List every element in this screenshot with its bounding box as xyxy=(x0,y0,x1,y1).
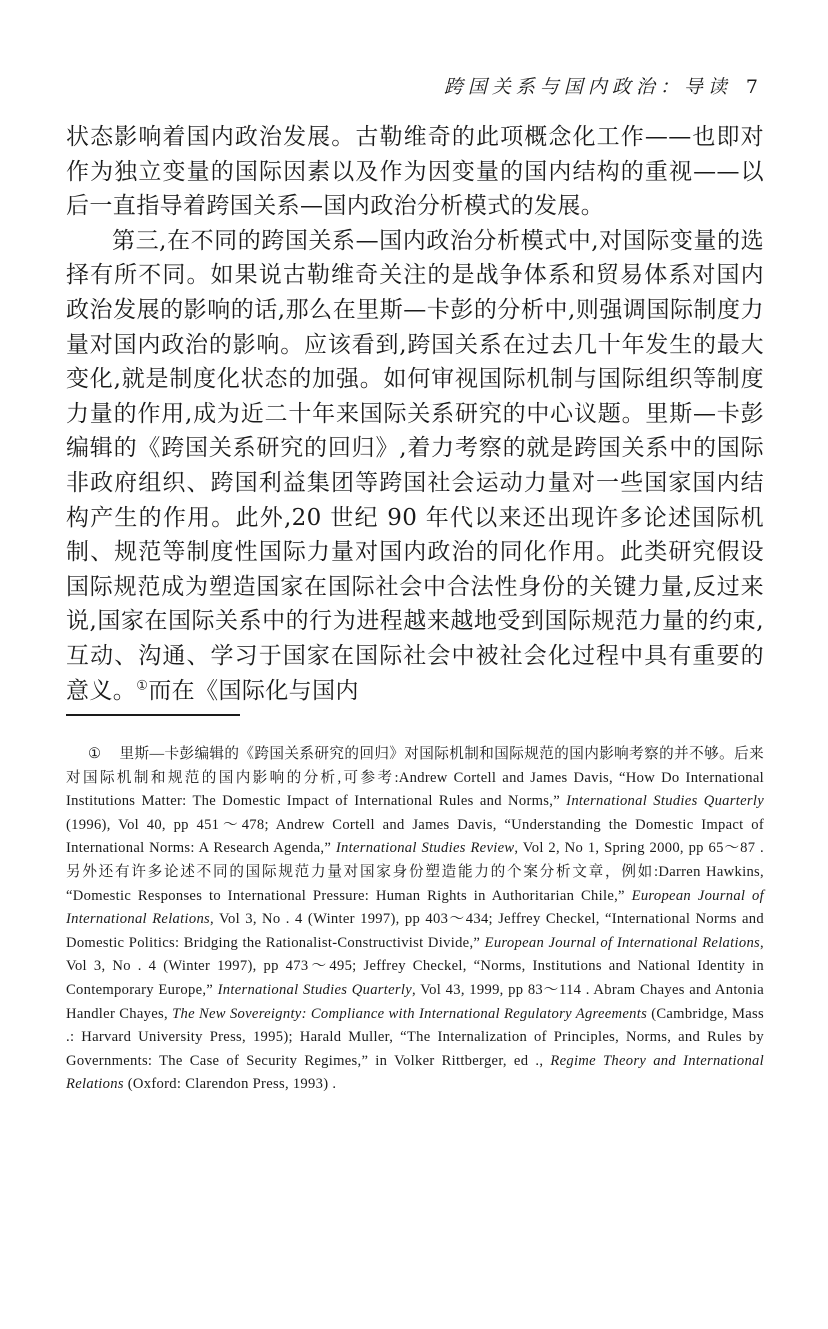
paragraph-2 xyxy=(66,224,764,708)
running-title: 跨国关系与国内政治：导读 xyxy=(443,76,732,98)
journal-title-4: European Journal of International Relations xyxy=(484,934,761,951)
footnote-text-5: , Vol 3, No . 4 (Winter 1997), pp 473～495; Jeffrey Checkel, “Norms, Institutions and National Identity in Contemporary Europe,” xyxy=(66,934,764,998)
footnote-text-8: (Oxford: Clarendon Press, 1993) . xyxy=(123,1076,337,1093)
footnote-divider xyxy=(66,714,240,716)
footnote-marker: ① xyxy=(88,746,102,762)
paragraph-2-text: 第三,在不同的跨国关系—国内政治分析模式中,对国际变量的选择有所不同。如果说古勒维奇关注的是战争体系和贸易体系对国内政治发展的影响的话,那么在里斯—卡彭的分析中,则强调国际制度力量对国内政治的影响。应该看到,跨国关系在过去几十年发生的最大变化,就是制度化状态的加强。如何审视国际机制与国际组织等制度力量的作用,成为近二十年来国际关系研究的中心议题。里斯—卡彭编辑的《跨国关系研究的回归》,着力考察的就是跨国关系中的国际非政府组织、跨国利益集团等跨国社会运动力量对一些国家国内结构产生的作用。此外,20 世纪 90 年代以来还出现许多论述国际机制、规范等制度性国际力量对国内政治的同化作用。此类研究假设国际规范成为塑造国家在国际社会中合法性身份的关键力量,反过来说,国家在国际关系中的行为进程越来越地受到国际规范力量的约束,互动、沟通、学习于国家在国际社会中被社会化过程中具有重要的意义。 xyxy=(66,227,764,704)
main-text xyxy=(66,120,764,708)
footnote xyxy=(66,743,764,1097)
journal-title-5: International Studies Quarterly xyxy=(217,981,413,998)
paragraph-1: 状态影响着国内政治发展。古勒维奇的此项概念化工作——也即对作为独立变量的国际因素以及作为因变量的国内结构的重视——以后一直指导着跨国关系—国内政治分析模式的发展。 xyxy=(66,124,764,220)
footnote-text-2: (1996), Vol 40, pp 451～478; Andrew Cortell and James Davis, “Understanding the Domestic Impact of International Norms: A Research Agenda,” xyxy=(66,816,764,857)
footnote-reference[interactable]: ① xyxy=(136,677,149,693)
book-title-1: The New Sovereignty: Compliance with International Regulatory Agreements xyxy=(172,1005,648,1022)
paragraph-2-tail: 而在《国际化与国内 xyxy=(148,677,359,704)
journal-title-3: European Journal of International Relations xyxy=(66,887,765,928)
page-number: 7 xyxy=(745,76,758,98)
footnote-text-1: 里斯—卡彭编辑的《跨国关系研究的回归》对国际机制和国际规范的国内影响考察的并不够。后来对国际机制和规范的国内影响的分析,可参考:Andrew Cortell and James Davis, “How Do International Institutions Matter: The Domestic Impact of International Rules and Norms,” xyxy=(66,746,764,810)
journal-title-1: International Studies Quarterly xyxy=(566,793,764,810)
footnote-text-7: (Cambridge, Mass .: Harvard University Press, 1995); Harald Muller, “The Internalization of Principles, Norms, and Rules by Governments: The Case of Security Regimes,” in Volker Rittberger, ed ., xyxy=(66,1005,764,1069)
journal-title-2: International Studies Review xyxy=(335,840,515,857)
running-header xyxy=(66,72,758,99)
footnote-text-4: , Vol 3, No . 4 (Winter 1997), pp 403～434; Jeffrey Checkel, “International Norms and Domestic Politics: Bridging the Rationalist-Constructivist Divide,” xyxy=(66,911,764,951)
book-title-2: Regime Theory and International Relations xyxy=(66,1052,764,1093)
footnote-text-3: , Vol 2, No 1, Spring 2000, pp 65～87 . 另外还有许多论述不同的国际规范力量对国家身份塑造能力的个案分析文章，例如:Darren Hawkins, “Domestic Responses to International Pressure: Human Rights in Authoritarian Chile,” xyxy=(66,840,764,904)
footnote-text-6: , Vol 43, 1999, pp 83～114 . Abram Chayes and Antonia Handler Chayes, xyxy=(66,981,765,1022)
